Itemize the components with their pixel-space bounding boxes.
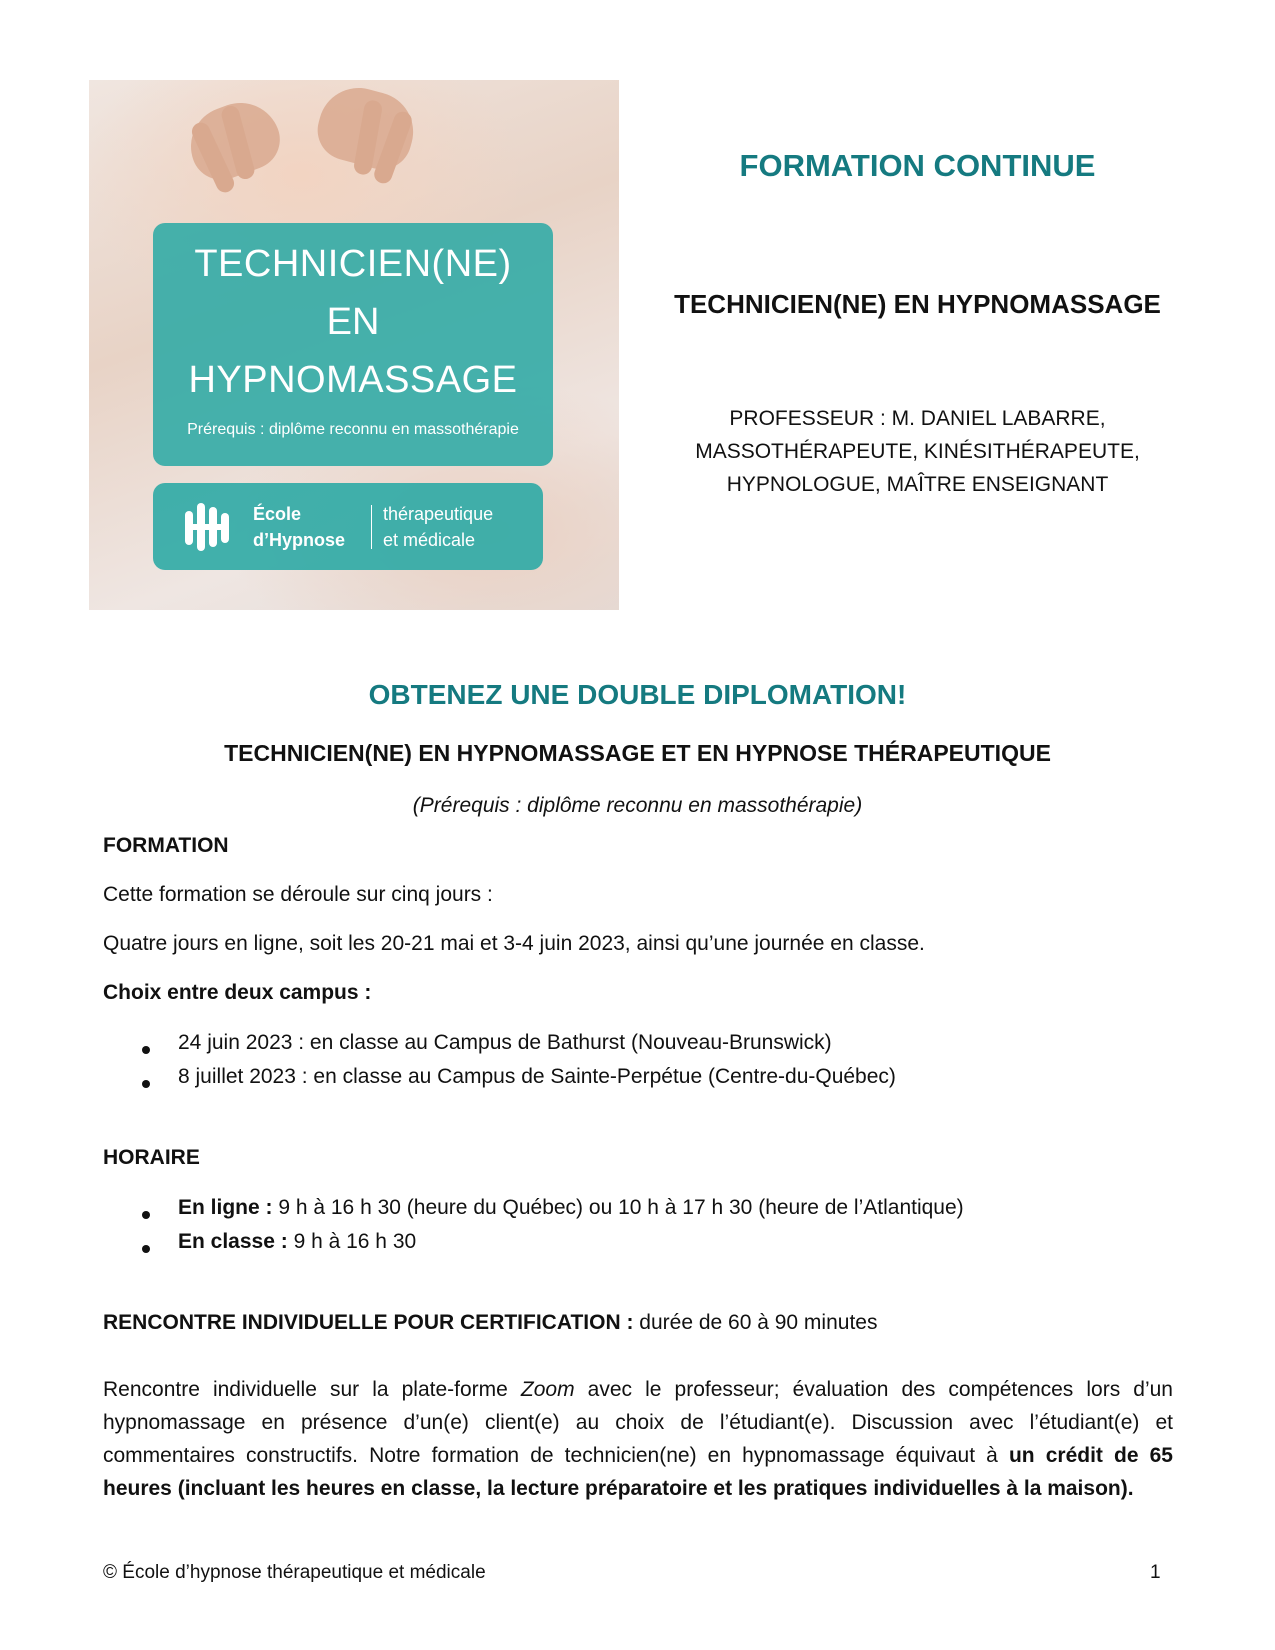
promo-title-card: [153, 223, 553, 466]
promo-prereq: Prérequis : diplôme reconnu en massothérapie: [187, 421, 519, 438]
double-diplomation-subtitle: TECHNICIEN(NE) EN HYPNOMASSAGE ET EN HYPNOSE THÉRAPEUTIQUE: [224, 740, 1051, 766]
horaire-text: 9 h à 16 h 30 (heure du Québec) ou 10 h à 17 h 30 (heure de l’Atlantique): [272, 1196, 964, 1219]
rencontre-line: [103, 1311, 877, 1335]
campus-item: 24 juin 2023 : en classe au Campus de Bathurst (Nouveau-Brunswick): [178, 1031, 832, 1054]
footer-copyright: © École d’hypnose thérapeutique et médicale: [103, 1562, 486, 1583]
formation-continue-heading: FORMATION CONTINUE: [739, 148, 1096, 183]
rencontre-heading: RENCONTRE INDIVIDUELLE POUR CERTIFICATION :: [103, 1311, 634, 1334]
logo-thera-line: thérapeutique: [383, 504, 494, 524]
bullet-icon: [142, 1211, 150, 1219]
bullet-icon: [142, 1046, 150, 1054]
logo-therapeutique: [383, 501, 493, 553]
zoom-platform: Zoom: [520, 1378, 575, 1401]
school-logo: [153, 483, 543, 570]
professor-line: HYPNOLOGUE, MAÎTRE ENSEIGNANT: [726, 473, 1109, 496]
promo-title-line: TECHNICIEN(NE): [194, 243, 512, 285]
horaire-label: En classe :: [178, 1230, 288, 1253]
formation-line: Quatre jours en ligne, soit les 20-21 mai et 3-4 juin 2023, ainsi qu’une journée en classe.: [103, 932, 925, 955]
horaire-item: [178, 1196, 964, 1220]
promo-title-line: HYPNOMASSAGE: [188, 359, 518, 401]
logo-divider: [371, 505, 372, 549]
promo-title-line: EN: [326, 301, 380, 343]
bullet-icon: [142, 1245, 150, 1253]
horaire-heading: HORAIRE: [103, 1146, 200, 1169]
horaire-label: En ligne :: [178, 1196, 273, 1219]
promo-image: [89, 80, 619, 610]
rencontre-duration: durée de 60 à 90 minutes: [633, 1311, 878, 1334]
rencontre-text: Rencontre individuelle sur la plate-forme: [103, 1378, 521, 1401]
logo-thera-line: et médicale: [383, 530, 476, 550]
horaire-item: [178, 1230, 416, 1254]
logo-ecole: [253, 501, 345, 553]
logo-ecole-line: École: [253, 504, 302, 524]
professor-line: PROFESSEUR : M. DANIEL LABARRE,: [729, 407, 1106, 430]
campus-item: 8 juillet 2023 : en classe au Campus de Sainte-Perpétue (Centre-du-Québec): [178, 1065, 896, 1088]
course-title: TECHNICIEN(NE) EN HYPNOMASSAGE: [674, 289, 1161, 319]
logo-ecole-line: d’Hypnose: [253, 530, 346, 550]
bullet-icon: [142, 1080, 150, 1088]
rencontre-credit: un crédit de 65 heures (incluant les heures en classe, la lecture préparatoire et les pratiques individuelles à la maison).: [103, 1444, 1173, 1500]
campus-heading: Choix entre deux campus :: [103, 981, 372, 1004]
rencontre-paragraph: [103, 1373, 1173, 1505]
professor-line: MASSOTHÉRAPEUTE, KINÉSITHÉRAPEUTE,: [695, 440, 1140, 463]
prerequisite-note: (Prérequis : diplôme reconnu en massothérapie): [412, 794, 863, 817]
professor-info: [640, 402, 1195, 501]
horaire-text: 9 h à 16 h 30: [287, 1230, 417, 1253]
double-diplomation-heading: OBTENEZ UNE DOUBLE DIPLOMATION!: [368, 679, 907, 710]
school-logo-icon: [183, 501, 235, 553]
page-number: 1: [1150, 1562, 1161, 1583]
formation-heading: FORMATION: [103, 834, 229, 857]
formation-line: Cette formation se déroule sur cinq jours :: [103, 883, 493, 906]
rencontre-text: avec le professeur; évaluation des compétences lors d’un hypnomassage en présence d’un(e) client(e) au choix de l’étudiant(e). Discussion avec l’étudiant(e) et commentaires constructifs. Notre formation de technicien(ne) en hypnomassage équivaut à: [103, 1378, 1173, 1467]
